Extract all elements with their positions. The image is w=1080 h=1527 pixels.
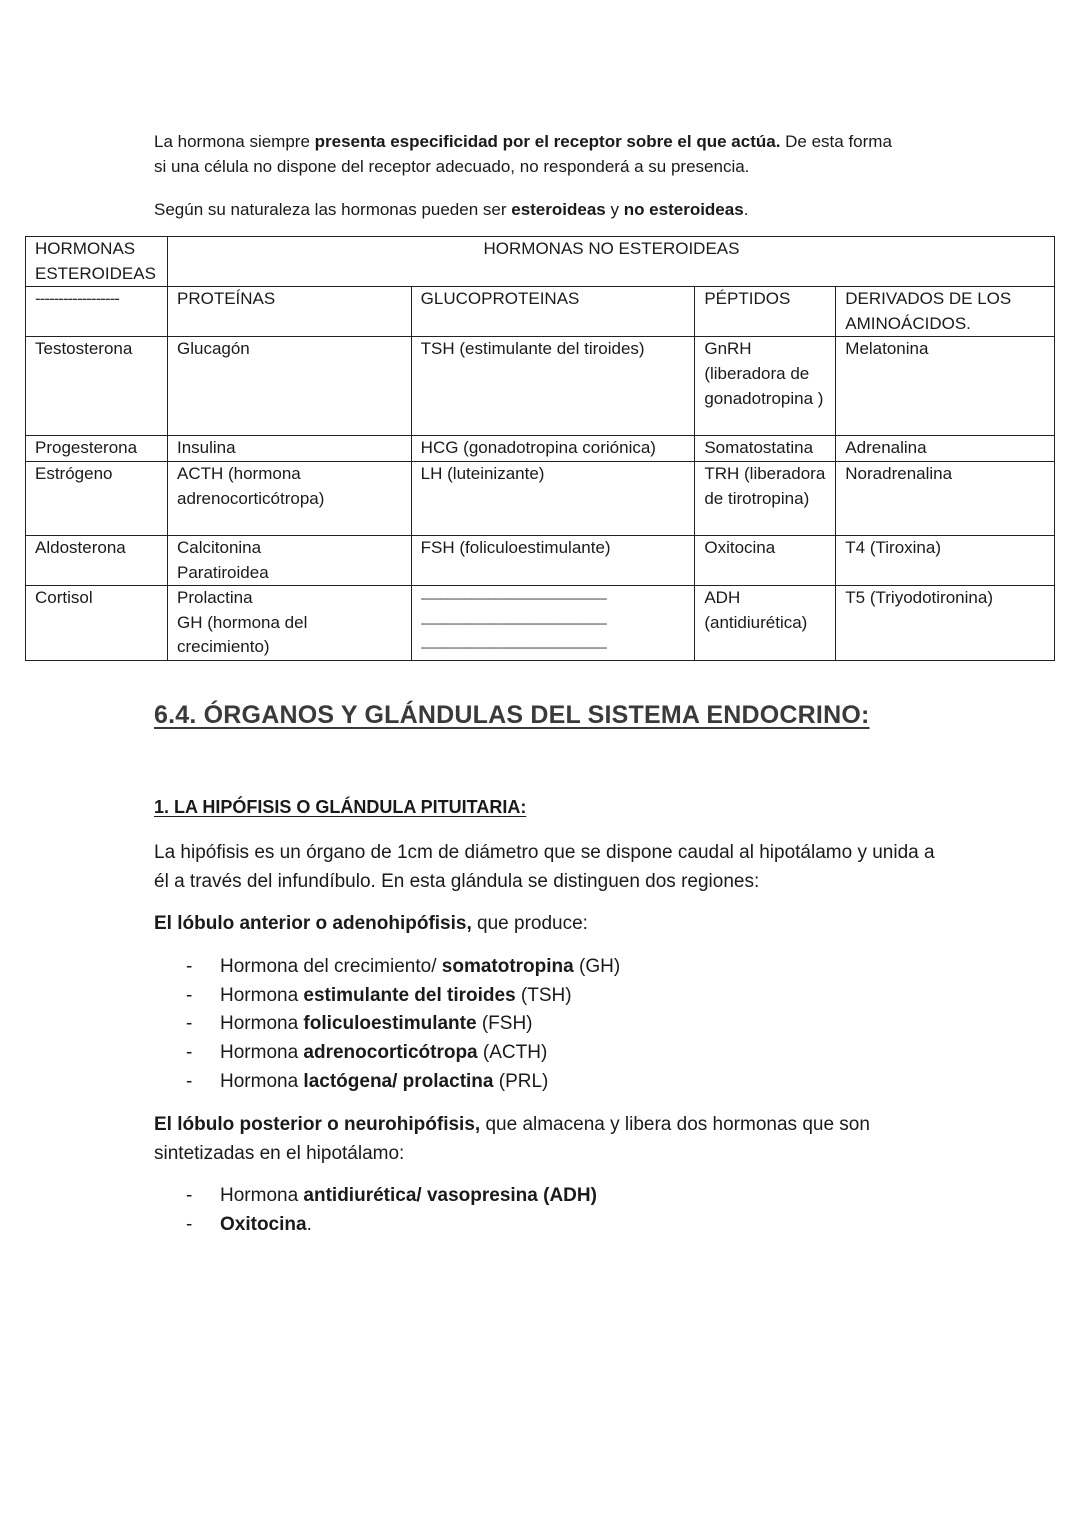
table-cell: Adrenalina	[836, 436, 1055, 462]
list-item	[186, 1039, 620, 1068]
section-title: 6.4. ÓRGANOS Y GLÁNDULAS DEL SISTEMA ENDOCRINO:	[154, 701, 870, 729]
table-cell: FSH (foliculoestimulante)	[411, 535, 695, 585]
subheader-glucoproteinas: GLUCOPROTEINAS	[411, 287, 695, 337]
subheader-derivados: DERIVADOS DE LOS AMINOÁCIDOS.	[836, 287, 1055, 337]
table-cell	[167, 586, 411, 661]
table-row	[26, 535, 1055, 585]
item-text: Hormona	[220, 1185, 304, 1206]
table-row	[26, 586, 1055, 661]
posterior-lobe-bold: El lóbulo posterior o neurohipófisis,	[154, 1114, 481, 1135]
anterior-lobe-intro	[154, 909, 954, 938]
table-cell: T4 (Tiroxina)	[836, 535, 1055, 585]
item-bold: foliculoestimulante	[303, 1013, 477, 1035]
table-cell: Testosterona	[26, 337, 168, 436]
anterior-lobe-bold: El lóbulo anterior o adenohipófisis,	[154, 913, 472, 934]
intro-paragraph-1	[154, 129, 954, 179]
anterior-lobe-text: que produce:	[471, 913, 588, 934]
intro-text: si una célula no dispone del receptor adecuado, no responderá a su presencia.	[154, 157, 750, 176]
hormone-table	[25, 236, 1055, 661]
table-cell: Progesterona	[26, 436, 168, 462]
table-cell: T5 (Triyodotironina)	[836, 586, 1055, 661]
dash-line: --------------------------------------------------------------	[420, 615, 607, 630]
table-cell-line: Calcitonina	[176, 537, 262, 557]
table-cell: Aldosterona	[26, 535, 168, 585]
item-text: Hormona	[220, 984, 304, 1006]
item-text: .	[306, 1213, 312, 1235]
table-cell: Estrógeno	[26, 461, 168, 535]
table-cell: GnRH (liberadora de gonadotropina )	[695, 337, 836, 436]
table-cell: ADH (antidiurética)	[695, 586, 836, 661]
intro-bold: no esteroideas	[623, 200, 744, 219]
item-bold: estimulante del tiroides	[303, 984, 516, 1006]
table-cell	[167, 535, 411, 585]
list-item	[186, 953, 620, 982]
item-text: (FSH)	[476, 1013, 533, 1035]
subsection-title: 1. LA HIPÓFISIS O GLÁNDULA PITUITARIA:	[154, 797, 527, 817]
anterior-hormone-list	[186, 953, 620, 1097]
list-item	[186, 1211, 597, 1240]
item-bold: Oxitocina	[220, 1213, 307, 1235]
list-item	[186, 1182, 597, 1211]
intro-bold: esteroideas	[511, 200, 606, 219]
item-bold: somatotropina	[441, 956, 574, 977]
table-cell: Insulina	[167, 436, 411, 462]
hipofisis-paragraph: La hipófisis es un órgano de 1cm de diámetro que se dispone caudal al hipotálamo y unida a él a través del infundíbulo. En esta glándula se distinguen dos regiones:	[154, 842, 935, 892]
table-cell: Noradrenalina	[836, 461, 1055, 535]
posterior-hormone-list	[186, 1182, 597, 1239]
item-text: Hormona	[220, 1013, 304, 1035]
list-item	[186, 982, 620, 1011]
header-non-steroid: HORMONAS NO ESTEROIDEAS	[167, 237, 1054, 287]
intro-text: .	[743, 200, 749, 219]
item-text: Hormona del crecimiento/	[220, 956, 442, 977]
table-row	[26, 461, 1055, 535]
dash-line: --------------------------------------------------------------	[420, 640, 607, 655]
item-text: (GH)	[573, 956, 621, 977]
posterior-lobe-text: que almacena y libera dos hormonas que son sintetizadas en el hipotálamo:	[154, 1114, 870, 1164]
table-cell: ACTH (hormona adrenocorticótropa)	[167, 461, 411, 535]
intro-bold: presenta especificidad por el receptor sobre el que actúa.	[314, 132, 781, 151]
table-row	[26, 337, 1055, 436]
table-cell: Cortisol	[26, 586, 168, 661]
table-cell-line: GH (hormona del crecimiento)	[176, 612, 308, 657]
table-cell: TSH (estimulante del tiroides)	[411, 337, 695, 436]
table-cell-line: Prolactina	[176, 588, 253, 608]
intro-text: Según su naturaleza las hormonas pueden ser	[154, 200, 512, 219]
header-steroid: HORMONAS ESTEROIDEAS	[26, 237, 168, 287]
posterior-lobe-intro	[154, 1110, 954, 1168]
list-item	[186, 1068, 620, 1097]
item-text: (PRL)	[493, 1070, 549, 1092]
item-text: Hormona	[220, 1070, 304, 1092]
item-text: (ACTH)	[477, 1042, 548, 1064]
list-item	[186, 1010, 620, 1039]
table-cell: Glucagón	[167, 337, 411, 436]
table-cell: HCG (gonadotropina coriónica)	[411, 436, 695, 462]
subheader-peptidos: PÉPTIDOS	[695, 287, 836, 337]
table-cell: Somatostatina	[695, 436, 836, 462]
intro-paragraph-2	[154, 197, 954, 222]
item-bold: adrenocorticótropa	[303, 1042, 478, 1064]
table-cell: LH (luteinizante)	[411, 461, 695, 535]
table-cell: Oxitocina	[695, 535, 836, 585]
table-cell	[411, 586, 695, 661]
subheader-proteinas: PROTEÍNAS	[167, 287, 411, 337]
intro-text: De esta forma	[780, 132, 892, 151]
intro-text: y	[605, 200, 624, 219]
item-bold: antidiurética/ vasopresina (ADH)	[303, 1185, 597, 1206]
empty-dash-cell: ------------------	[26, 287, 168, 337]
table-cell: TRH (liberadora de tirotropina)	[695, 461, 836, 535]
item-text: Hormona	[220, 1042, 304, 1064]
table-cell-line: Paratiroidea	[176, 562, 269, 582]
item-text: (TSH)	[515, 984, 572, 1006]
intro-text: La hormona siempre	[154, 132, 315, 151]
table-cell: Melatonina	[836, 337, 1055, 436]
item-bold: lactógena/ prolactina	[303, 1070, 494, 1092]
dash-line: --------------------------------------------------------------	[420, 591, 607, 606]
table-row	[26, 436, 1055, 462]
